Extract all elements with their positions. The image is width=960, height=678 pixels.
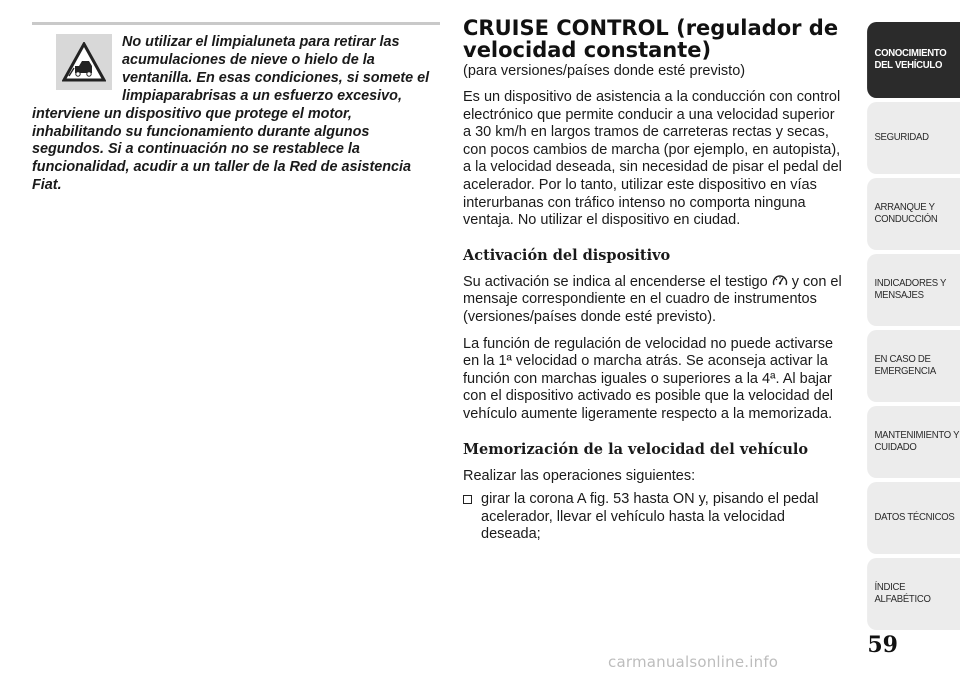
vehicle-warning-triangle-icon: [56, 34, 112, 90]
section-title-rest: (regulador de velocidad constante): [463, 16, 839, 62]
tab-seguridad[interactable]: SEGURIDAD: [867, 102, 960, 174]
chapter-tabs: [859, 22, 960, 634]
memorization-intro: Realizar las operaciones siguientes:: [463, 467, 696, 484]
warning-box: [32, 22, 440, 195]
tab-indice-alfabetico[interactable]: ÍNDICE ALFABÉTICO: [867, 558, 960, 630]
activation-text-after: y con el mensaje correspondiente en el cuadro de instrumentos (versiones/países donde esté previsto).: [463, 273, 842, 325]
memorization-step-1: [463, 491, 845, 544]
tab-datos-tecnicos[interactable]: DATOS TÉCNICOS: [867, 482, 960, 554]
intro-paragraph: Es un dispositivo de asistencia a la conducción con control electrónico que permite conducir a una velocidad superior a 30 km/h en largos tramos de carreteras rectas y secas, con pocos cambios de marcha (por ejemplo, en autopista), a la velocidad deseada, sin necesidad de pisar el pedal del acelerador. Por lo tanto, utilizar este dispositivo en vías interurbanas con tráfico intenso no comporta ninguna ventaja. No utilizar el dispositivo en ciudad.: [463, 89, 842, 229]
memorization-heading: Memorización de la velocidad del vehículo: [463, 440, 809, 458]
cruise-control-telltale-icon: [772, 274, 788, 288]
activation-paragraph-2: La función de regulación de velocidad no puede activarse en la 1ª velocidad o marcha atrás. Se aconseja activar la función con marchas iguales o superiores a la 4ª. Al bajar con el dispositivo activado es posible que la velocidad del vehículo aumente ligeramente respecto a la memorizada.: [463, 335, 834, 422]
section-title: [463, 17, 845, 61]
warning-divider: [32, 22, 440, 25]
content-column: [463, 17, 845, 544]
activation-text-before: Su activación se indica al encenderse el testigo: [463, 273, 772, 290]
memorization-step-1-text: girar la corona A fig. 53 hasta ON y, pisando el pedal acelerador, llevar el vehículo hasta la velocidad deseada;: [481, 491, 819, 543]
tab-mantenimiento-y-cuidado[interactable]: MANTENIMIENTO Y CUIDADO: [867, 406, 960, 478]
tab-conocimiento-del-vehiculo[interactable]: CONOCIMIENTO DEL VEHÍCULO: [867, 22, 960, 98]
watermark: carmanualsonline.info: [608, 653, 779, 671]
page-number: 59: [867, 632, 898, 658]
checkbox-bullet-icon: [463, 495, 472, 504]
section-subtitle: (para versiones/países donde esté previsto): [463, 63, 746, 79]
tab-arranque-y-conduccion[interactable]: ARRANQUE Y CONDUCCIÓN: [867, 178, 960, 250]
section-title-bold: CRUISE CONTROL: [463, 16, 669, 40]
activation-heading: Activación del dispositivo: [463, 246, 671, 264]
warning-text: No utilizar el limpialuneta para retirar las acumulaciones de nieve o hielo de la ventanilla. En esas condiciones, si somete el limpiaparabrisas a un esfuerzo excesivo, interviene un dispositivo que protege el motor, inhabilitando su funcionamiento durante algunos segundos. Si a continuación no se restablece la funcionalidad, acudir a un taller de la Red de asistencia Fiat.: [32, 34, 430, 194]
tab-indicadores-y-mensajes[interactable]: INDICADORES Y MENSAJES: [867, 254, 960, 326]
tab-en-caso-de-emergencia[interactable]: EN CASO DE EMERGENCIA: [867, 330, 960, 402]
activation-paragraph-1: [463, 274, 845, 327]
